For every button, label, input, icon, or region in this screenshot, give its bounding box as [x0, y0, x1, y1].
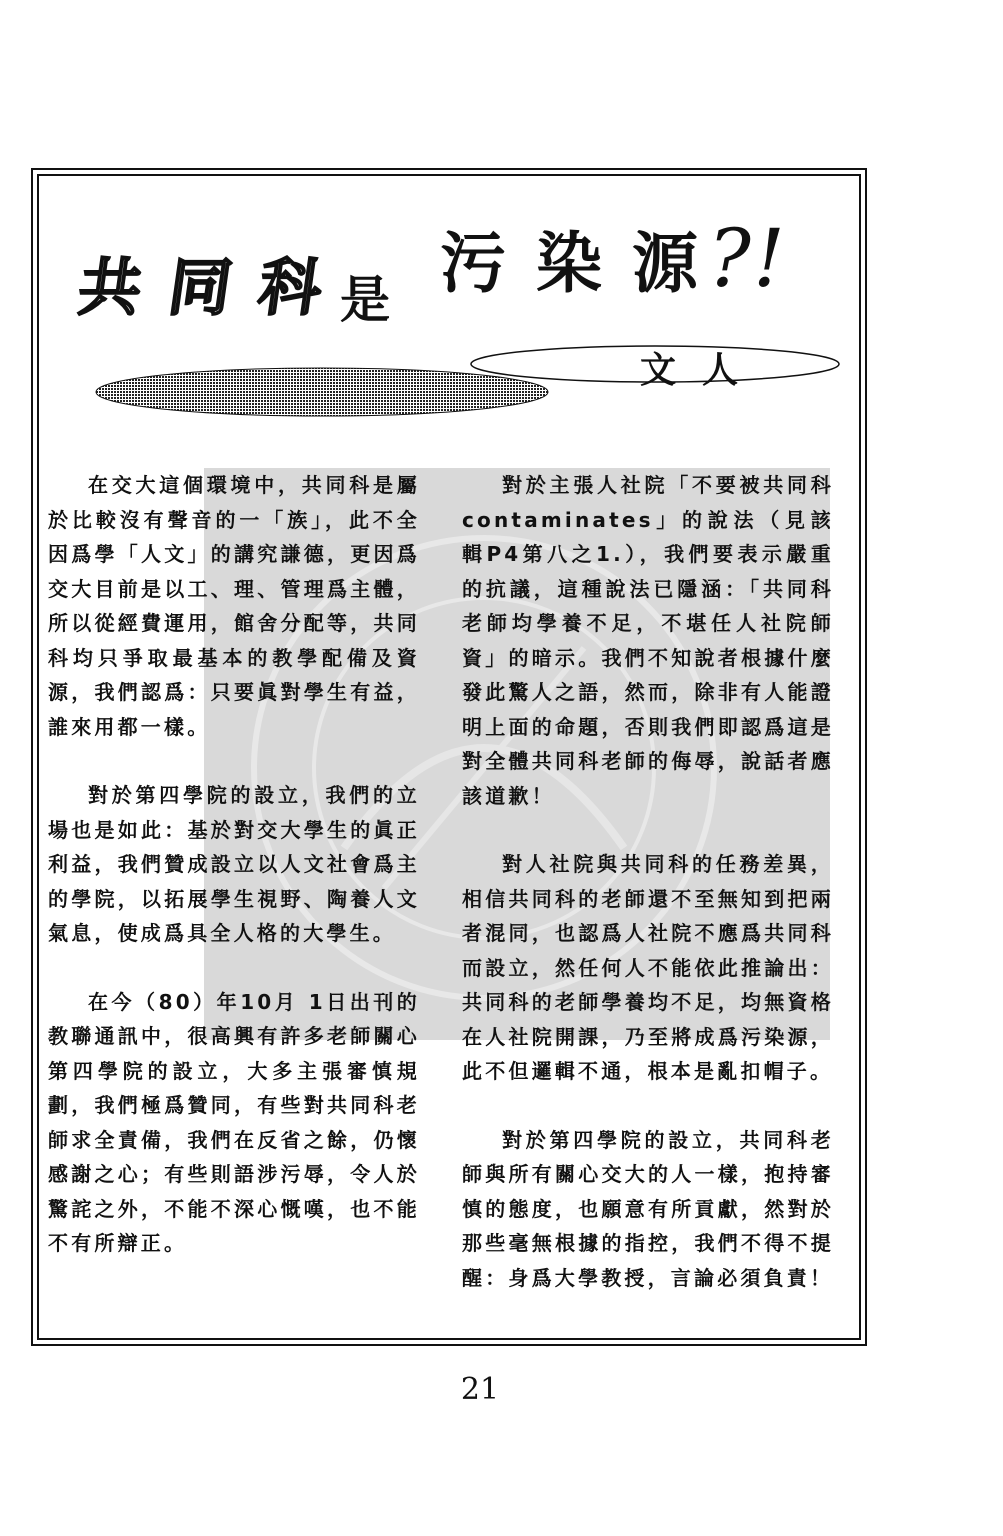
right-paragraph-2: 對人社院與共同科的任務差異，相信共同科的老師還不至無知到把兩者混同，也認爲人社院不應爲共同科而設立，然任何人不能依此推論出：共同科的老師學養均不足，均無資格在人社院開課，乃至將成爲污染源，此不但邏輯不通，根本是亂扣帽子。 — [462, 852, 834, 1083]
title-part1: 共同科 — [74, 251, 355, 324]
left-column — [48, 468, 420, 1295]
right-paragraph-1: 對於主張人社院「不要被共同科contaminates」的說法（見該輯P4第八之1.），我們要表示嚴重的抗議，這種說法已隱涵：「共同科老師均學養不足，不堪任人社院師資」的暗示。我們不知說者根據什麼發此驚人之語，然而，除非有人能證明上面的命題，否則我們即認爲這是對全體共同科老師的侮辱，說話者應該道歉！ — [462, 473, 834, 808]
author-name: 文人 — [640, 349, 765, 391]
page-number: 21 — [460, 1372, 500, 1407]
right-column — [462, 468, 834, 1329]
left-paragraph-3: 在今（80）年10月 1日出刊的教聯通訊中，很高興有許多老師關心第四學院的設立，大多主張審慎規劃，我們極爲贊同，有些對共同科老師求全責備，我們在反省之餘，仍懷感謝之心；有些則語涉污辱，令人於驚詫之外，不能不深心慨嘆，也不能不有所辯正。 — [48, 989, 420, 1255]
left-paragraph-2: 對於第四學院的設立，我們的立場也是如此：基於對交大學生的眞正利益，我們贊成設立以人文社會爲主的學院，以拓展學生視野、陶養人文氣息，使成爲具全人格的大學生。 — [48, 783, 420, 945]
title-connector: 是 — [340, 270, 390, 329]
title-part2: 污染源 — [440, 225, 728, 302]
title-punctuation: ?! — [708, 212, 788, 305]
right-paragraph-3: 對於第四學院的設立，共同科老師與所有關心交大的人一樣，抱持審慎的態度，也願意有所貢獻，然對於那些毫無根據的指控，我們不得不提醒：身爲大學教授，言論必須負責！ — [462, 1127, 834, 1290]
left-paragraph-1: 在交大這個環境中，共同科是屬於比較沒有聲音的一「族」，此不全因爲學「人文」的講究謙德，更因爲交大目前是以工、理、管理爲主體，所以從經費運用，館舍分配等，共同科均只爭取最基本的教學配備及資源，我們認爲：只要眞對學生有益，誰來用都一樣。 — [48, 473, 420, 739]
